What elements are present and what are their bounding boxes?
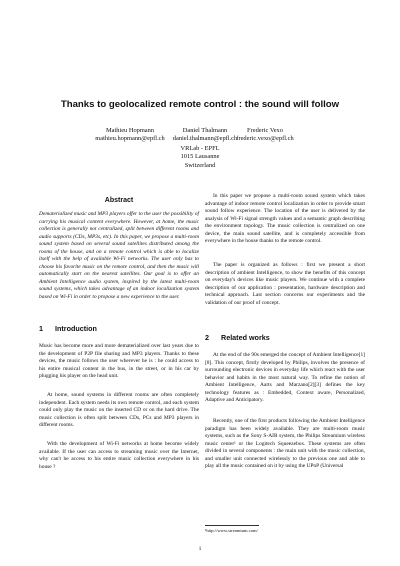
author-email: daniel.thalmann@epfl.ch (172, 135, 238, 143)
section-title: Related works (221, 333, 270, 342)
author-name: Frederic Vexo (247, 127, 283, 134)
right-paragraph-1: In this paper we propose a multi-room sound system which takes advantage of indoor remote control localization in order to provide smart sound follow experience. The location of the user is delivered by the analysis of Wi-Fi signal strength values and a semantic graph describing the environment topology. The music collection is centralized on one device, the main sound satellite, and is completely accessible from everywhere in the house thanks to the remote control. (205, 193, 365, 244)
paper-title: Thanks to geolocalized remote control : the sound will follow (60, 99, 340, 110)
author-name: Mathieu Hopmann (105, 127, 155, 134)
author-email: mathieu.hopmann@epfl.ch (95, 135, 165, 143)
intro-paragraph-3: With the development of Wi-Fi networks at home become widely available. If the user can access to streaming music over the Internet, why can't he access to his entire music collection everywhere in his house ? (39, 441, 199, 470)
section-number: 2 (205, 333, 209, 342)
related-paragraph-2: Recently, one of the first products following the Ambient Intelligence paradigm has been widely available. They are multi-room music systems, such as the Sony S-AIR system, the Philips Streamium wireless music center¹ or the Logitech Squeezebox. These systems are often divided in several components : the main unit with the music collection, and smaller unit connected wirelessly to the previous one and able to play all the music contained on it by using the UPnP (Universal (205, 418, 365, 469)
footnote-rule (205, 525, 259, 526)
related-paragraph-1: At the end of the 90s emerged the concept of Ambient Intelligence[1][8]. This concept, firstly developed by Philips, involves the presence of surrounding electronic devices in everyday life which react with the user behavior and habits in the most natural way. To refine the notion of Ambient Intelligence, Aarts and Marzano[2][3] defines the key technology features as : Embedded, Context aware, Personalized, Adaptive and Anticipatory. (205, 352, 365, 403)
affiliation-line: 1015 Lausanne (180, 153, 220, 161)
affiliation-line: Switzerland (184, 161, 216, 169)
section-number: 1 (39, 324, 43, 333)
section-1-heading (39, 324, 97, 333)
affiliation-line: VRLab - EPFL (180, 145, 220, 152)
footnote: ¹http://www.streamium.com/ (205, 528, 258, 533)
page-number: 1 (198, 546, 202, 552)
section-title: Introduction (55, 324, 97, 333)
abstract-heading: Abstract (104, 197, 134, 204)
abstract-text: Dematerialized music and MP3 players offer to the user the possibility of carrying his musical content everywhere. However, at home, the music collection is generally not centralized, split between different rooms and audio supports (CDs, MP3s, etc). In this paper, we propose a multi-room sound system based on several sound satellites distributed among the rooms of the house, and on a remote control which is able to localize itself with the help of available Wi-Fi networks. The user only has to choose his favorite music on the remote control, and then the music will automatically start on the nearest satellites. Our goal is to offer an Ambient Intelligence audio system, inspired by the latest multi-room sound systems, which takes advantage of an indoor localization system based on Wi-Fi in order to propose a new experience to the user. (39, 211, 199, 300)
section-2-heading (205, 333, 270, 342)
intro-paragraph-1: Music has become more and more dematerialized over last years due to the development of P2P file sharing and MP3 players. Thanks to these devices, the music follows the user wherever he is : he could access to his entire musical content in the bus, in the street, or in his car by plugging his player on the head unit. (39, 343, 199, 379)
right-paragraph-2: The paper is organized as follows : first we present a short description of ambient Intelligence, to show the benefits of this concept on everyday's devices like music players. We continue with a complete description of our application : presentation, hardware description and technical approach. Last section concerns our experiments and the validation of our proof of concept. (205, 262, 365, 306)
author-name: Daniel Thalmann (182, 127, 228, 134)
author-3 (205, 127, 325, 144)
author-email: frederic.vexo@epfl.ch (236, 135, 294, 143)
affiliation (140, 145, 260, 170)
intro-paragraph-2: At home, sound systems in different rooms are often completely independent. Each system needs its own remote control, and each system could only play the music on the inserted CD or on the hard drive. The music collection is often split between CDs, PCs and MP3 players in different rooms. (39, 392, 199, 428)
